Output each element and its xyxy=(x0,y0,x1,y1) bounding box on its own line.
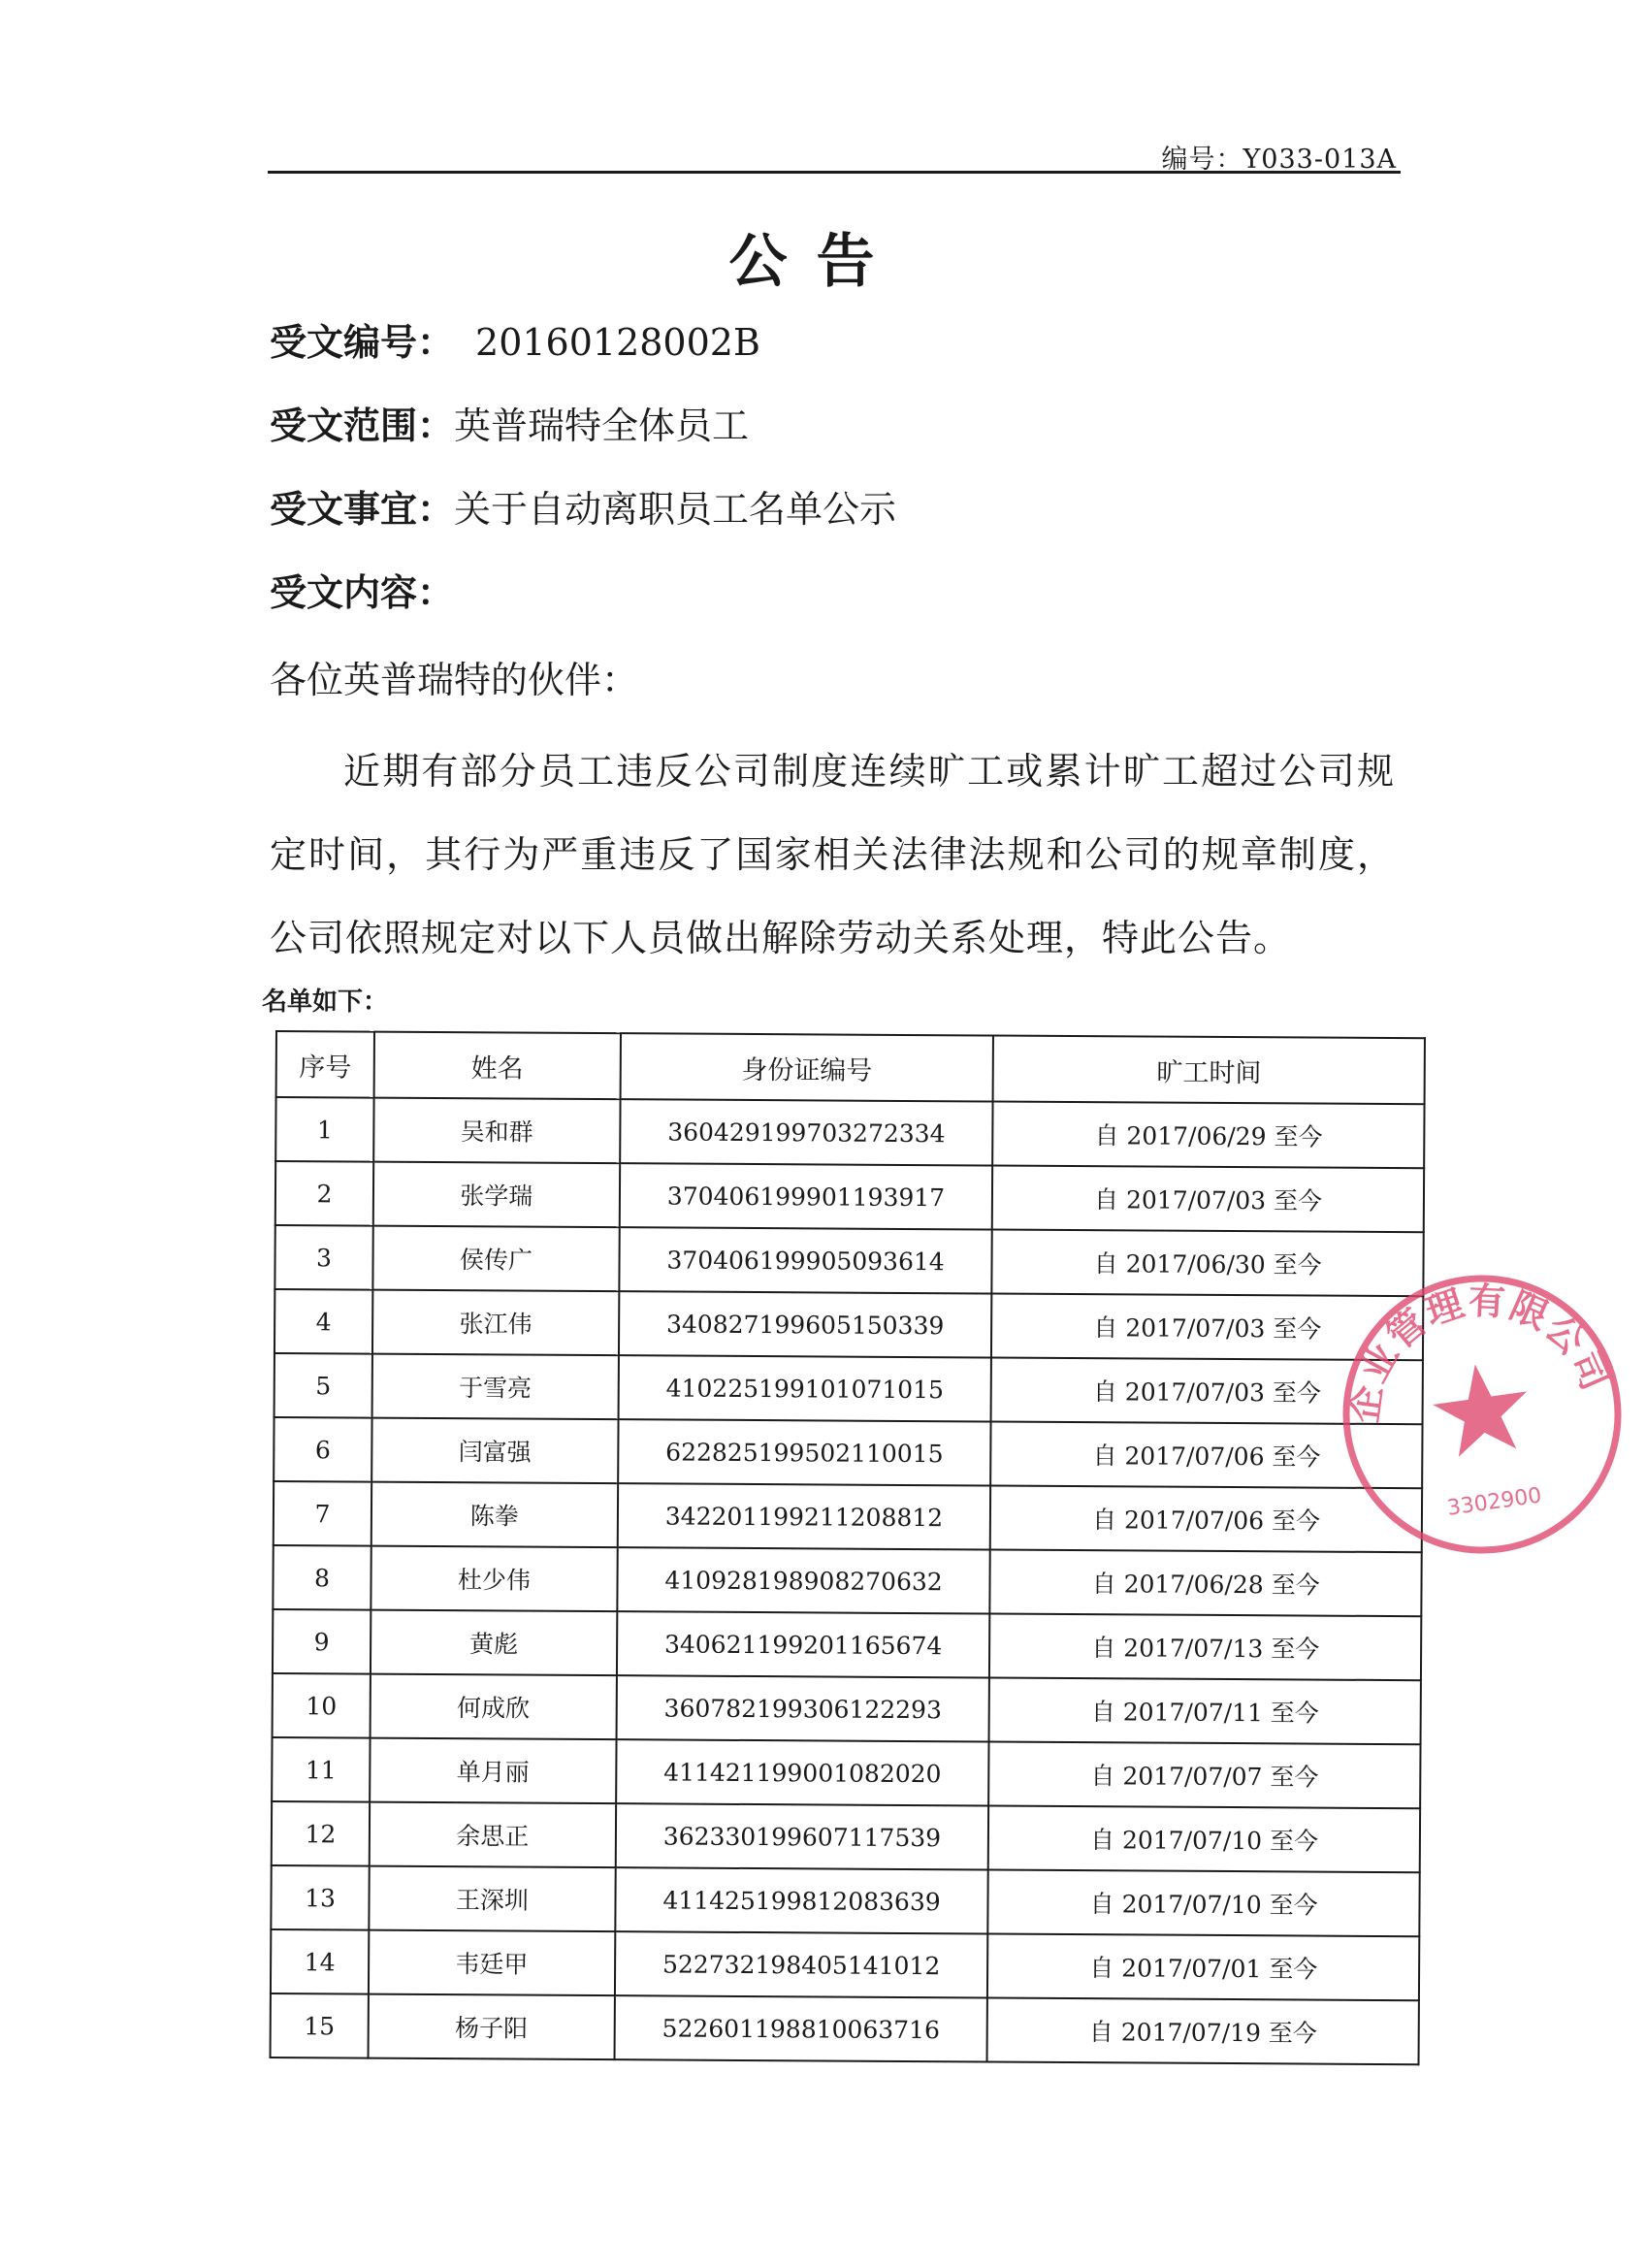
ref-no-label: 受文编号： xyxy=(270,321,455,364)
cell-absence-period: 自 2017/06/29 至今 xyxy=(992,1102,1424,1169)
content-label: 受文内容： xyxy=(270,571,455,614)
cell-name: 杜少伟 xyxy=(371,1546,617,1612)
table-row xyxy=(271,1993,1419,2064)
cell-seq: 10 xyxy=(273,1673,371,1738)
table-row xyxy=(275,1097,1424,1168)
cell-name: 单月丽 xyxy=(370,1738,616,1804)
table-row xyxy=(273,1545,1421,1616)
table-row xyxy=(274,1417,1422,1488)
cell-absence-period: 自 2017/07/03 至今 xyxy=(992,1166,1424,1233)
table-row xyxy=(271,1865,1419,1936)
cell-seq: 3 xyxy=(274,1225,372,1290)
cell-id-number: 522601198810063716 xyxy=(614,1995,987,2061)
table-row xyxy=(272,1801,1420,1872)
table-row xyxy=(275,1161,1424,1232)
cell-id-number: 370406199905093614 xyxy=(619,1227,992,1293)
cell-seq: 11 xyxy=(272,1737,370,1802)
cell-id-number: 410225199101071015 xyxy=(618,1355,991,1421)
doc-no-value: Y033-013A xyxy=(1243,145,1397,175)
cell-seq: 13 xyxy=(271,1865,369,1930)
cell-seq: 2 xyxy=(275,1161,373,1226)
cell-name: 吴和群 xyxy=(373,1098,620,1164)
cell-name: 于雪亮 xyxy=(372,1354,619,1420)
table-row xyxy=(271,1929,1419,2000)
table-row xyxy=(274,1481,1422,1552)
cell-id-number: 342201199211208812 xyxy=(617,1483,990,1549)
table-row xyxy=(272,1737,1420,1808)
table-row xyxy=(274,1225,1423,1296)
ref-no-value: 20160128002B xyxy=(475,321,760,364)
column-header: 姓名 xyxy=(374,1032,621,1100)
content-field xyxy=(270,563,454,616)
cell-absence-period: 自 2017/06/30 至今 xyxy=(992,1230,1424,1297)
cell-id-number: 360782199306122293 xyxy=(616,1675,989,1741)
cell-name: 王深圳 xyxy=(369,1866,615,1932)
cell-id-number: 340827199605150339 xyxy=(619,1291,992,1357)
cell-name: 闫富强 xyxy=(371,1418,618,1484)
cell-absence-period: 自 2017/07/10 至今 xyxy=(988,1870,1420,1937)
cell-absence-period: 自 2017/07/06 至今 xyxy=(990,1486,1422,1553)
scope-field xyxy=(270,396,749,449)
cell-seq: 5 xyxy=(274,1353,372,1418)
cell-seq: 12 xyxy=(272,1801,370,1866)
cell-id-number: 410928198908270632 xyxy=(617,1547,990,1613)
cell-absence-period: 自 2017/07/06 至今 xyxy=(990,1422,1422,1489)
doc-no-label: 编号： xyxy=(1161,145,1243,175)
cell-absence-period: 自 2017/07/03 至今 xyxy=(991,1358,1423,1425)
seal-number: 3302900 xyxy=(1445,1483,1543,1521)
cell-name: 何成欣 xyxy=(371,1674,617,1740)
scope-label: 受文范围： xyxy=(270,405,455,447)
list-label: 名单如下： xyxy=(262,988,389,1017)
cell-id-number: 622825199502110015 xyxy=(618,1419,991,1485)
matter-field xyxy=(270,479,896,533)
company-seal xyxy=(1318,1250,1646,1579)
cell-name: 余思正 xyxy=(370,1802,616,1868)
cell-absence-period: 自 2017/07/11 至今 xyxy=(989,1678,1421,1745)
dismissal-table xyxy=(270,1030,1426,2065)
cell-name: 黄彪 xyxy=(371,1610,617,1676)
cell-id-number: 370406199901193917 xyxy=(619,1163,992,1229)
notice-paragraph: 近期有部分员工违反公司制度连续旷工或累计旷工超过公司规定时间，其行为严重违反了国家相关法律法规和公司的规章制度，公司依照规定对以下人员做出解除劳动关系处理，特此公告。 xyxy=(270,750,1395,959)
cell-name: 陈拳 xyxy=(371,1482,618,1548)
matter-value: 关于自动离职员工名单公示 xyxy=(454,488,897,531)
matter-label: 受文事宜： xyxy=(270,488,455,531)
cell-absence-period: 自 2017/07/13 至今 xyxy=(989,1614,1421,1681)
cell-absence-period: 自 2017/06/28 至今 xyxy=(990,1550,1422,1617)
ref-no-field xyxy=(270,312,760,366)
cell-absence-period: 自 2017/07/01 至今 xyxy=(987,1934,1419,2001)
cell-absence-period: 自 2017/07/10 至今 xyxy=(988,1806,1420,1873)
table-header-row xyxy=(276,1031,1425,1104)
table-row xyxy=(274,1353,1423,1424)
cell-id-number: 360429199703272334 xyxy=(620,1099,993,1165)
table-body xyxy=(271,1097,1425,2064)
greeting: 各位英普瑞特的伙伴： xyxy=(270,659,639,701)
table-row xyxy=(274,1289,1423,1360)
cell-seq: 7 xyxy=(274,1481,371,1546)
cell-absence-period: 自 2017/07/19 至今 xyxy=(987,1998,1419,2065)
cell-seq: 9 xyxy=(273,1609,371,1674)
cell-id-number: 340621199201165674 xyxy=(617,1611,990,1677)
table-row xyxy=(273,1609,1421,1680)
cell-name: 杨子阳 xyxy=(369,1994,615,2060)
column-header: 旷工时间 xyxy=(993,1036,1425,1105)
table-row xyxy=(273,1673,1421,1744)
cell-name: 侯传广 xyxy=(372,1226,619,1292)
column-header: 身份证编号 xyxy=(620,1033,993,1101)
cell-seq: 1 xyxy=(275,1097,373,1162)
scope-value: 英普瑞特全体员工 xyxy=(454,405,750,447)
cell-seq: 6 xyxy=(274,1417,371,1482)
page-title: 公告 xyxy=(728,228,904,296)
cell-seq: 15 xyxy=(271,1993,369,2058)
cell-id-number: 522732198405141012 xyxy=(615,1931,988,1997)
cell-seq: 14 xyxy=(271,1929,369,1994)
cell-seq: 4 xyxy=(274,1289,372,1354)
cell-seq: 8 xyxy=(273,1545,371,1610)
seal-star-icon xyxy=(1428,1358,1534,1460)
cell-absence-period: 自 2017/07/03 至今 xyxy=(991,1294,1423,1361)
column-header: 序号 xyxy=(276,1031,374,1098)
cell-id-number: 411425199812083639 xyxy=(615,1867,988,1933)
cell-name: 张江伟 xyxy=(372,1290,619,1356)
cell-id-number: 362330199607117539 xyxy=(615,1803,988,1869)
cell-name: 韦廷甲 xyxy=(369,1930,615,1996)
seal-arc-text: 企业管理有限公司 xyxy=(1342,1279,1618,1426)
cell-absence-period: 自 2017/07/07 至今 xyxy=(988,1742,1420,1809)
cell-id-number: 411421199001082020 xyxy=(616,1739,989,1805)
header-rule xyxy=(268,171,1401,174)
cell-name: 张学瑞 xyxy=(373,1162,620,1228)
